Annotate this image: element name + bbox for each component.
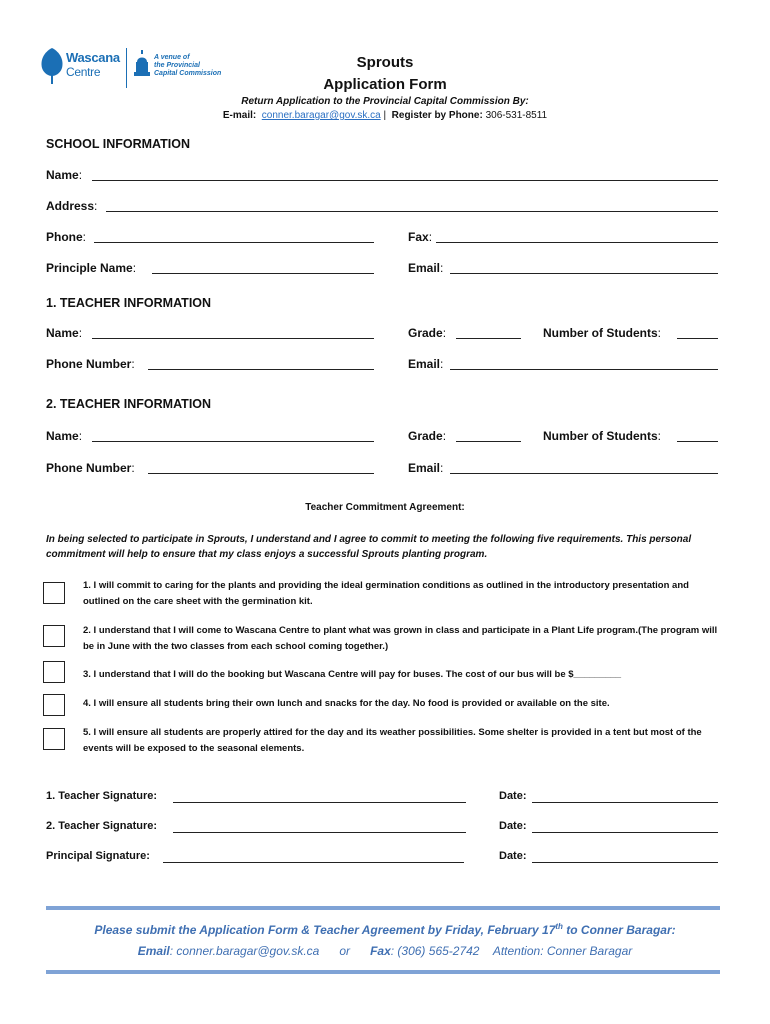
logo-pcc-text: A venue of the Provincial Capital Commission <box>154 54 222 77</box>
teacher1-phone-field[interactable] <box>148 369 374 370</box>
teacher2-date-field[interactable] <box>532 832 718 833</box>
school-fax-label: Fax: <box>408 230 433 244</box>
footer-submit-line: Please submit the Application Form & Teacher Agreement by Friday, February 17th to Conner Baragar: <box>94 922 676 937</box>
agreement-title: Teacher Commitment Agreement: <box>305 502 465 513</box>
requirement-3-text: 3. I understand that I will do the booking but Wascana Centre will pay for buses. The cost of our bus will be $_________ <box>83 669 622 680</box>
teacher2-grade-label: Grade: <box>408 429 447 443</box>
footer-bottom-rule <box>46 970 720 974</box>
teacher2-email-label: Email: <box>408 461 444 475</box>
teacher2-students-field[interactable] <box>677 441 718 442</box>
school-phone-field[interactable] <box>94 242 374 243</box>
teacher2-grade-field[interactable] <box>456 441 521 442</box>
teacher2-name-field[interactable] <box>92 441 374 442</box>
contact-line: E-mail: conner.baragar@gov.sk.ca | Register by Phone: 306-531-8511 <box>222 110 548 121</box>
teacher1-phone-label: Phone Number: <box>46 357 135 371</box>
logo-wascana-text: Wascana <box>66 50 120 65</box>
school-info-heading: SCHOOL INFORMATION <box>46 137 190 151</box>
teacher1-email-field[interactable] <box>450 369 718 370</box>
school-phone-label: Phone: <box>46 230 87 244</box>
school-name-label: Name: <box>46 168 83 182</box>
requirement-5-text: 5. I will ensure all students are properly attired for the day and its weather possibilities. Some shelter is provided in a tent but most of the events will be exposed to the seasonal elements. <box>83 727 702 754</box>
principal-date-label: Date: <box>499 850 527 862</box>
teacher2-signature-label: 2. Teacher Signature: <box>46 820 158 832</box>
teacher2-phone-field[interactable] <box>148 473 374 474</box>
school-email-label: Email: <box>408 261 444 275</box>
requirement-3-checkbox[interactable] <box>43 661 65 683</box>
contact-email-link[interactable]: conner.baragar@gov.sk.ca <box>261 110 381 121</box>
teacher1-name-field[interactable] <box>92 338 374 339</box>
footer-email[interactable]: : conner.baragar@gov.sk.ca <box>169 944 320 958</box>
teacher1-signature-field[interactable] <box>173 802 466 803</box>
requirement-2-text: 2. I understand that I will come to Wascana Centre to plant what was grown in class and participate in a Plant Life program.(The program will be in June with the two classes from each school coming together.) <box>83 625 718 652</box>
teacher1-email-label: Email: <box>408 357 444 371</box>
principal-name-field[interactable] <box>152 273 374 274</box>
school-address-label: Address: <box>46 199 98 213</box>
footer-fax: : (306) 565-2742 <box>390 944 480 958</box>
teacher1-grade-label: Grade: <box>408 326 447 340</box>
teacher1-date-field[interactable] <box>532 802 718 803</box>
teacher2-signature-field[interactable] <box>173 832 466 833</box>
requirement-4-text: 4. I will ensure all students bring their own lunch and snacks for the day. No food is provided or available on the site. <box>83 698 610 709</box>
requirement-5-checkbox[interactable] <box>43 728 65 750</box>
teacher1-grade-field[interactable] <box>456 338 521 339</box>
teacher1-heading: 1. TEACHER INFORMATION <box>46 296 212 310</box>
teacher2-heading: 2. TEACHER INFORMATION <box>46 397 212 411</box>
teacher1-students-label: Number of Students: <box>543 326 662 340</box>
requirement-1-text: 1. I will commit to caring for the plants and providing the ideal germination conditions as outlined in the introductory presentation and outlined on the care sheet with the germination kit. <box>83 580 689 607</box>
requirement-1-checkbox[interactable] <box>43 582 65 604</box>
school-email-field[interactable] <box>450 273 718 274</box>
teacher1-students-field[interactable] <box>677 338 718 339</box>
return-instruction: Return Application to the Provincial Capital Commission By: <box>241 96 529 107</box>
page-subtitle: Application Form <box>323 76 447 93</box>
page-title: Sprouts <box>356 54 414 71</box>
teacher2-date-label: Date: <box>499 820 527 832</box>
footer-contact-line: Email: conner.baragar@gov.sk.ca or Fax: (306) 565-2742 Attention: Conner Baragar <box>137 944 633 958</box>
teacher1-date-label: Date: <box>499 790 527 802</box>
principal-name-label: Principle Name: <box>46 261 137 275</box>
teacher2-email-field[interactable] <box>450 473 718 474</box>
teacher2-phone-label: Phone Number: <box>46 461 135 475</box>
teacher1-name-label: Name: <box>46 326 83 340</box>
requirement-2-checkbox[interactable] <box>43 625 65 647</box>
logo-centre-text: Centre <box>66 65 101 79</box>
teacher2-name-label: Name: <box>46 429 83 443</box>
teacher2-students-label: Number of Students: <box>543 429 662 443</box>
principal-signature-field[interactable] <box>163 862 464 863</box>
footer-attention: Attention: Conner Baragar <box>492 944 633 958</box>
principal-date-field[interactable] <box>532 862 718 863</box>
teacher1-signature-label: 1. Teacher Signature: <box>46 790 158 802</box>
school-name-field[interactable] <box>92 180 718 181</box>
requirement-4-checkbox[interactable] <box>43 694 65 716</box>
footer-top-rule <box>46 906 720 910</box>
principal-signature-label: Principal Signature: <box>46 850 150 862</box>
school-address-field[interactable] <box>106 211 718 212</box>
school-fax-field[interactable] <box>436 242 718 243</box>
agreement-intro: In being selected to participate in Sprouts, I understand and I agree to commit to meeting the following five requirements. This personal commitment will help to ensure that my class enjoys a successful Sprouts planting program. <box>46 534 692 560</box>
